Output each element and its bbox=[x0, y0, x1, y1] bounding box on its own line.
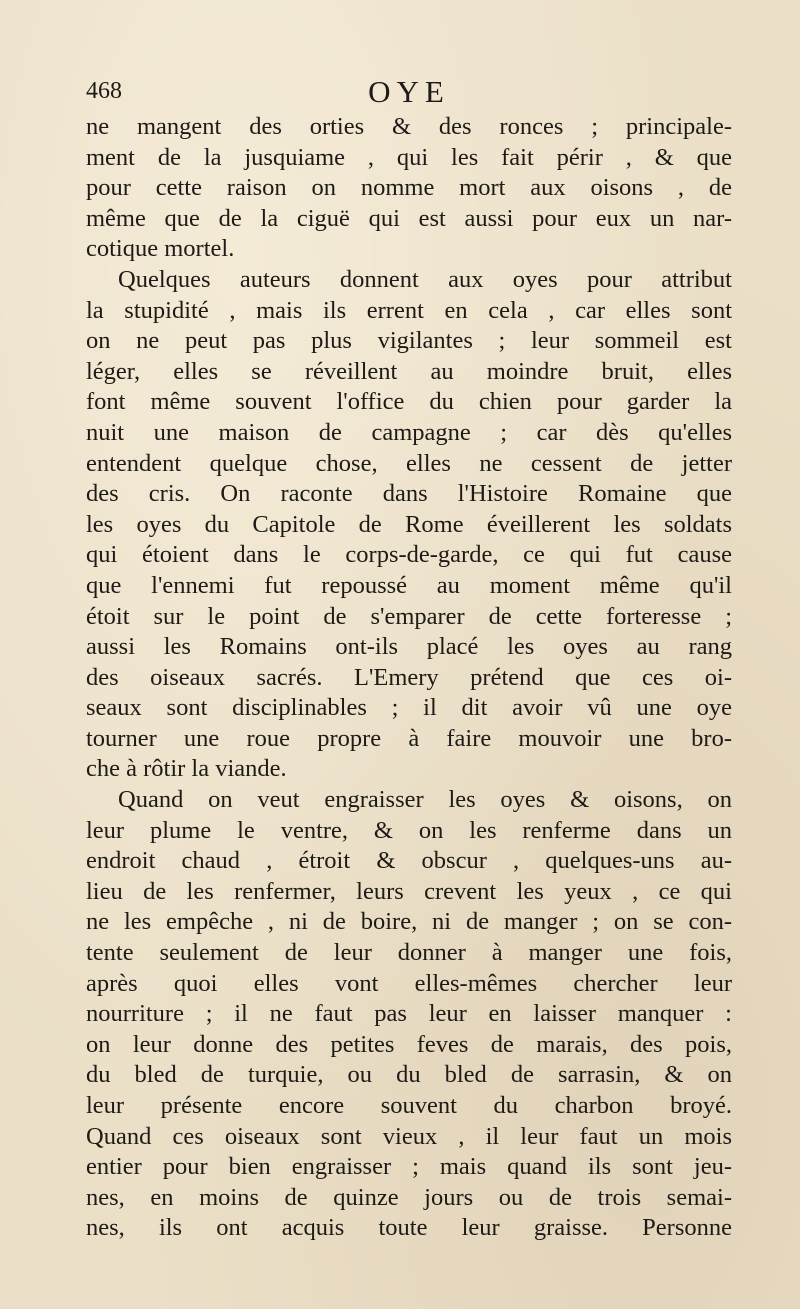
text-line: Quand on veut engraisser les oyes & oisons, on bbox=[118, 786, 732, 814]
text-line: les oyes du Capitole de Rome éveillerent les soldats bbox=[86, 510, 732, 538]
text-line: nes, en moins de quinze jours ou de trois semai- bbox=[86, 1183, 732, 1211]
text-line: cotique mortel. bbox=[86, 235, 235, 263]
text-line: léger, elles se réveillent au moindre bruit, elles bbox=[86, 357, 732, 385]
text-line: seaux sont disciplinables ; il dit avoir vû une oye bbox=[86, 694, 732, 722]
text-line: tourner une roue propre à faire mouvoir une bro- bbox=[86, 724, 732, 752]
text-line: Quelques auteurs donnent aux oyes pour attribut bbox=[118, 265, 732, 293]
text-line: nuit une maison de campagne ; car dès qu'elles bbox=[86, 418, 732, 446]
text-line: Quand ces oiseaux sont vieux , il leur faut un mois bbox=[86, 1122, 732, 1150]
text-line: leur plume le ventre, & on les renferme dans un bbox=[86, 816, 732, 844]
text-line: lieu de les renfermer, leurs crevent les yeux , ce qui bbox=[86, 877, 732, 905]
text-line: font même souvent l'office du chien pour garder la bbox=[86, 388, 732, 416]
text-line: entier pour bien engraisser ; mais quand ils sont jeu- bbox=[86, 1153, 732, 1181]
text-line: ne les empêche , ni de boire, ni de manger ; on se con- bbox=[86, 908, 732, 936]
text-line: pour cette raison on nomme mort aux oisons , de bbox=[86, 174, 732, 202]
text-line: du bled de turquie, ou du bled de sarrasin, & on bbox=[86, 1061, 732, 1089]
text-line: tente seulement de leur donner à manger une fois, bbox=[86, 939, 732, 967]
text-line: nes, ils ont acquis toute leur graisse. Personne bbox=[86, 1214, 732, 1242]
text-line: que l'ennemi fut repoussé au moment même qu'il bbox=[86, 571, 732, 599]
text-line: après quoi elles vont elles-mêmes chercher leur bbox=[86, 969, 732, 997]
text-line: aussi les Romains ont-ils placé les oyes au rang bbox=[86, 633, 732, 661]
text-line: qui étoient dans le corps-de-garde, ce qui fut cause bbox=[86, 541, 732, 569]
text-line: ne mangent des orties & des ronces ; principale- bbox=[86, 113, 732, 140]
text-line: entendent quelque chose, elles ne cessent de jetter bbox=[86, 449, 732, 477]
body-text bbox=[86, 112, 732, 1244]
text-line: endroit chaud , étroit & obscur , quelques-uns au- bbox=[86, 847, 732, 875]
page-number: 468 bbox=[86, 78, 122, 104]
text-line: nourriture ; il ne faut pas leur en laisser manquer : bbox=[86, 1000, 732, 1028]
text-line: on ne peut pas plus vigilantes ; leur sommeil est bbox=[86, 327, 732, 355]
text-line: des oiseaux sacrés. L'Emery prétend que ces oi- bbox=[86, 663, 732, 691]
page-header bbox=[86, 74, 732, 114]
text-line: des cris. On raconte dans l'Histoire Romaine que bbox=[86, 480, 732, 508]
text-line: che à rôtir la viande. bbox=[86, 755, 287, 783]
text-line: même que de la ciguë qui est aussi pour eux un nar- bbox=[86, 204, 732, 232]
text-line: la stupidité , mais ils errent en cela , car elles sont bbox=[86, 296, 732, 324]
running-title: OYE bbox=[368, 74, 450, 109]
text-line: ment de la jusquiame , qui les fait périr , & que bbox=[86, 143, 732, 171]
text-line: on leur donne des petites feves de marais, des pois, bbox=[86, 1030, 732, 1058]
text-line: leur présente encore souvent du charbon broyé. bbox=[86, 1092, 732, 1119]
text-line: étoit sur le point de s'emparer de cette forteresse ; bbox=[86, 602, 732, 630]
